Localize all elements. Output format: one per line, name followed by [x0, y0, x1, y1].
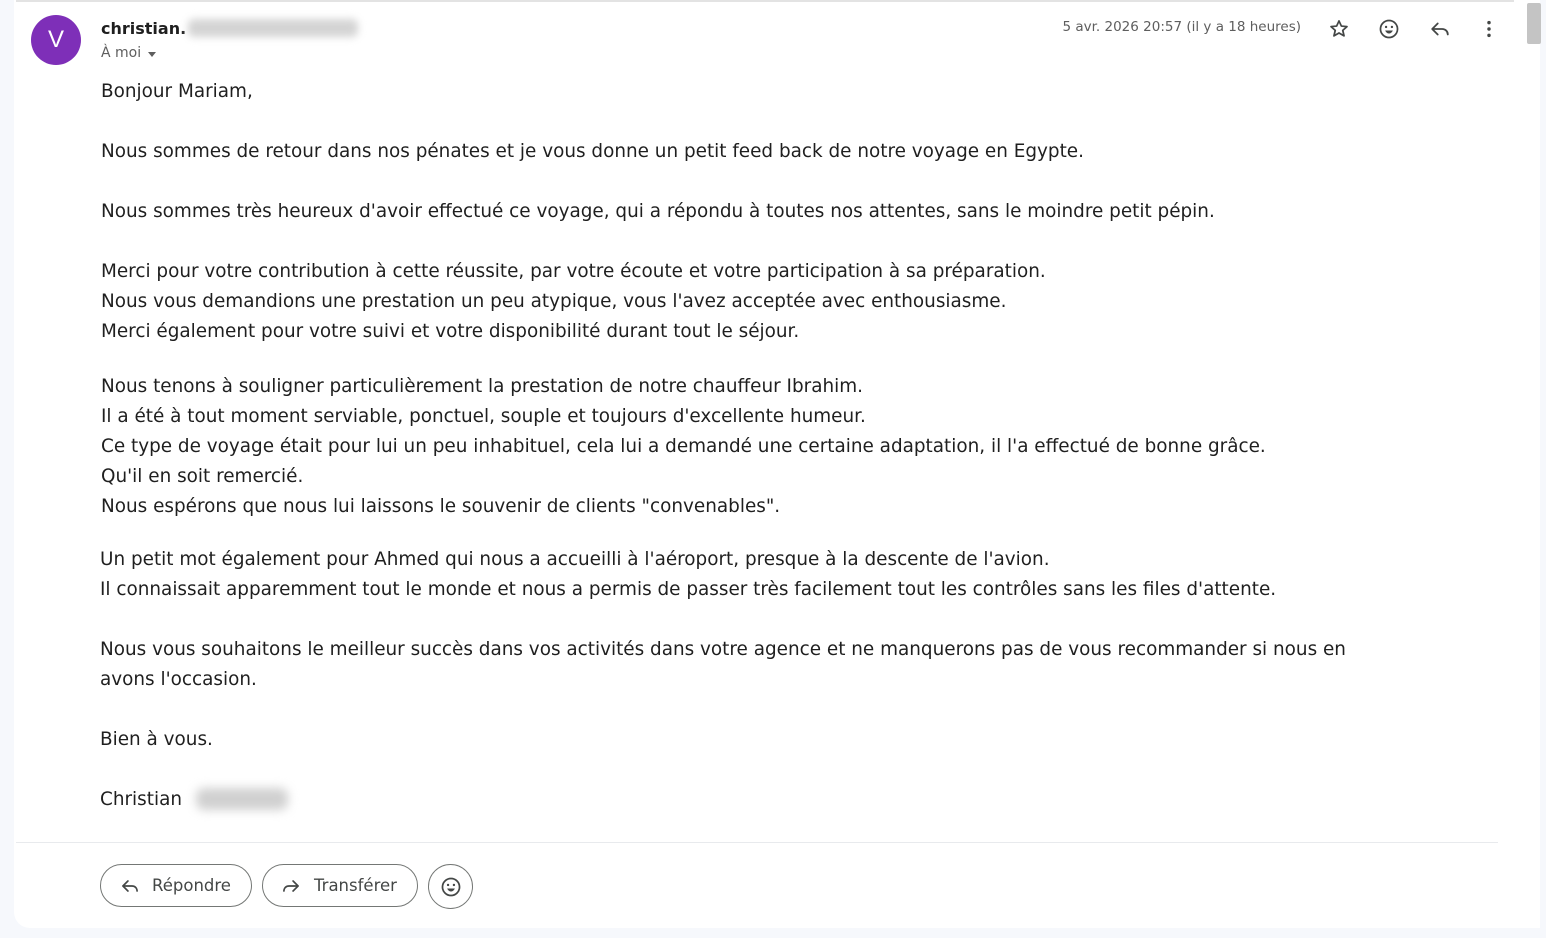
- reply-button[interactable]: [100, 864, 252, 907]
- signature-redacted: [196, 788, 288, 810]
- forward-button[interactable]: [262, 864, 418, 907]
- reply-icon[interactable]: [1426, 15, 1454, 43]
- body-line: avons l'occasion.: [100, 669, 257, 690]
- body-line: Nous vous demandions une prestation un peu atypique, vous l'avez acceptée avec enthousiasme.: [101, 291, 1007, 312]
- top-divider: [16, 0, 1514, 2]
- reply-button-label: Répondre: [152, 876, 231, 895]
- scrollbar-thumb[interactable]: [1527, 3, 1541, 44]
- recipient-details-caret-icon[interactable]: [148, 52, 156, 57]
- body-line: Nous sommes très heureux d'avoir effectué ce voyage, qui a répondu à toutes nos attentes, sans le moindre petit pépin.: [101, 201, 1215, 222]
- sender-email-redacted: [188, 19, 358, 37]
- body-line: Ce type de voyage était pour lui un peu inhabituel, cela lui a demandé une certaine adaptation, il l'a effectué de bonne grâce.: [101, 436, 1266, 457]
- body-line: Qu'il en soit remercié.: [101, 466, 304, 487]
- forward-icon: [280, 876, 302, 896]
- body-line: Nous espérons que nous lui laissons le souvenir de clients "convenables".: [101, 496, 781, 517]
- more-vert-icon[interactable]: [1475, 15, 1503, 43]
- body-line: Merci pour votre contribution à cette réussite, par votre écoute et votre participation à sa préparation.: [101, 261, 1046, 282]
- add-reaction-icon[interactable]: [1375, 15, 1403, 43]
- actions-divider: [16, 842, 1498, 843]
- body-line: Bonjour Mariam,: [101, 81, 253, 102]
- body-line: Un petit mot également pour Ahmed qui nous a accueilli à l'aéroport, presque à la descente de l'avion.: [100, 549, 1050, 570]
- scrollbar-track[interactable]: [1524, 0, 1540, 928]
- body-line: Nous sommes de retour dans nos pénates et je vous donne un petit feed back de notre voyage en Egypte.: [101, 141, 1084, 162]
- body-line: Nous vous souhaitons le meilleur succès dans vos activités dans votre agence et ne manquerons pas de vous recommander si nous en: [100, 639, 1346, 660]
- reply-icon: [119, 876, 141, 896]
- star-icon[interactable]: [1325, 15, 1353, 43]
- sender-name[interactable]: christian.: [101, 18, 187, 38]
- emoji-reaction-button[interactable]: [428, 864, 473, 909]
- body-line: Il connaissait apparemment tout le monde et nous a permis de passer très facilement tout les contrôles sans les files d'attente.: [100, 579, 1277, 600]
- body-line: Bien à vous.: [100, 729, 213, 750]
- body-line: Il a été à tout moment serviable, ponctuel, souple et toujours d'excellente humeur.: [101, 406, 866, 427]
- body-line: Nous tenons à souligner particulièrement la prestation de notre chauffeur Ibrahim.: [101, 376, 863, 397]
- recipient-label: À moi: [101, 45, 142, 61]
- emoji-icon: [440, 876, 462, 898]
- sender-avatar[interactable]: V: [31, 15, 81, 65]
- sender-row: [101, 17, 358, 39]
- recipient-row[interactable]: [101, 43, 156, 63]
- message-date: 5 avr. 2026 20:57 (il y a 18 heures): [1062, 19, 1301, 35]
- signature-name: Christian: [100, 789, 182, 810]
- body-line: Merci également pour votre suivi et votre disponibilité durant tout le séjour.: [101, 321, 800, 342]
- forward-button-label: Transférer: [314, 876, 397, 895]
